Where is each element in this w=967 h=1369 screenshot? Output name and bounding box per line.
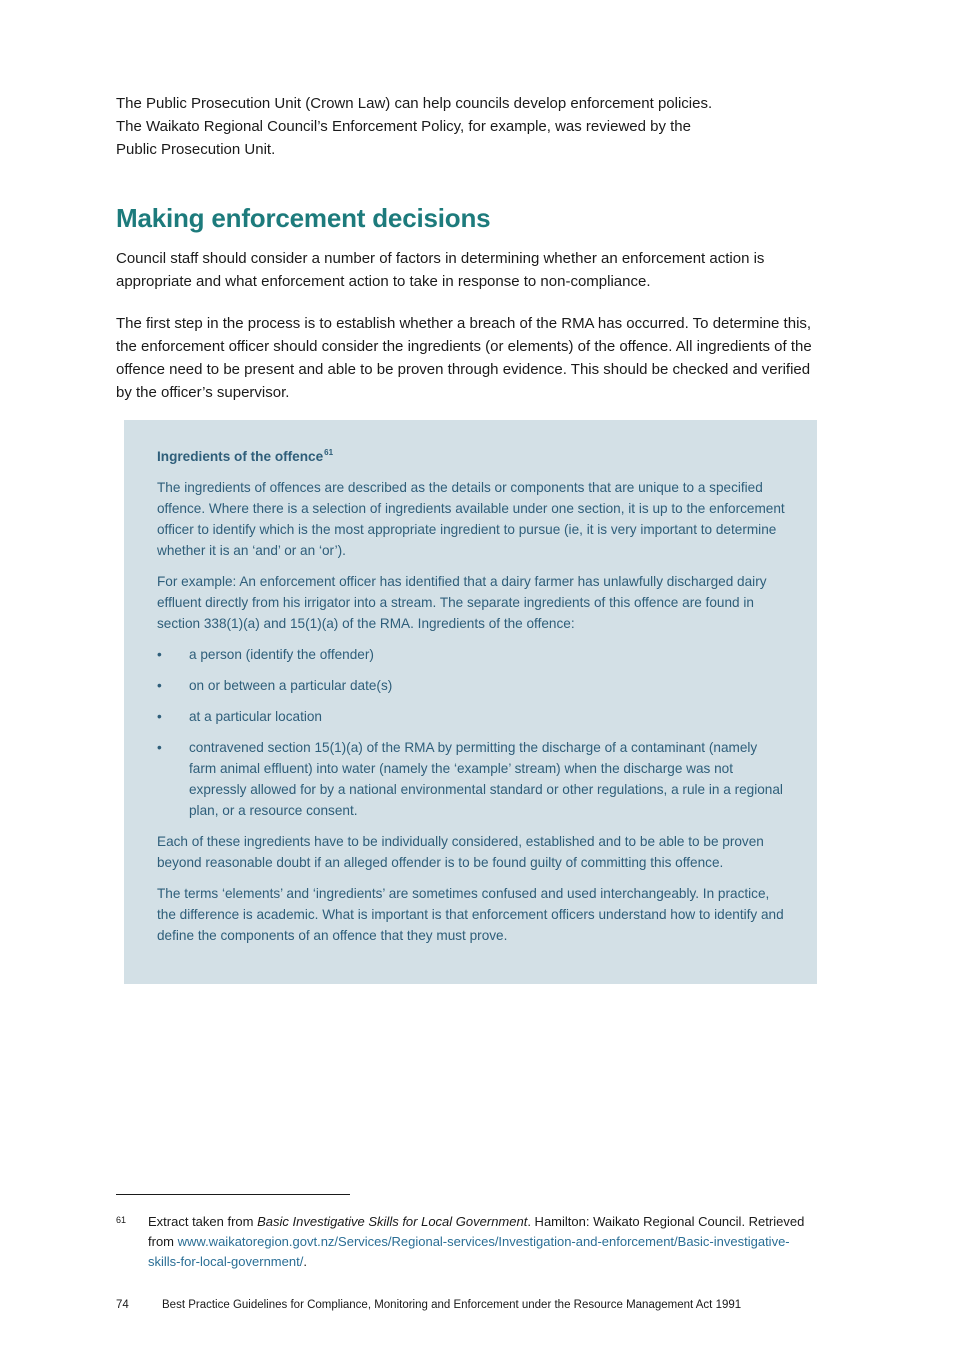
list-item: • a person (identify the offender) (157, 644, 787, 665)
ingredients-callout-box (124, 420, 817, 984)
footnote-mid: . Hamilton: Waikato Regional Council. Retrieved from (148, 1214, 805, 1249)
section-heading: Making enforcement decisions (116, 203, 491, 233)
callout-paragraph-4: The terms ‘elements’ and ‘ingredients’ are sometimes confused and used interchangeably. In practice, the difference is academic. What is important is that enforcement officers understand how to identify and define the components of an offence that they must prove. (157, 886, 784, 943)
footnote-link[interactable]: www.waikatoregion.govt.nz/Services/Regional-services/Investigation-and-enforcement/Basic-investigative-skills-for-local-government/ (148, 1234, 790, 1269)
footnote-text (148, 1212, 816, 1272)
callout-paragraph-3: Each of these ingredients have to be individually considered, established and to be able to be proven beyond reasonable doubt if an alleged offender is to be found guilty of committing this offence. (157, 834, 764, 870)
footnote-reference[interactable]: 61 (324, 448, 334, 457)
list-item: • contravened section 15(1)(a) of the RMA by permitting the discharge of a contaminant (namely farm animal effluent) into water (namely the ‘example’ stream) when the discharge was not expressly allowed for by a national environmental standard or other regulations, a rule in a regional plan, or a resource consent. (157, 737, 787, 821)
intro-line: Public Prosecution Unit. (116, 141, 276, 158)
main-content (116, 92, 816, 404)
ingredients-list (157, 644, 787, 821)
footnote-divider (116, 1194, 350, 1195)
list-item: • at a particular location (157, 706, 787, 727)
footnote-end: . (303, 1254, 307, 1269)
page-number: 74 (116, 1299, 129, 1311)
callout-title (157, 442, 787, 467)
footer-title: Best Practice Guidelines for Compliance, Monitoring and Enforcement under the Resource Management Act 1991 (162, 1299, 742, 1311)
footnote (116, 1212, 816, 1272)
intro-line: The Waikato Regional Council’s Enforcement Policy, for example, was reviewed by the (116, 118, 691, 135)
section-paragraph-1: Council staff should consider a number of factors in determining whether an enforcement action is appropriate and what enforcement action to take in response to non-compliance. (116, 250, 765, 290)
intro-line: The Public Prosecution Unit (Crown Law) can help councils develop enforcement policies. (116, 95, 713, 112)
footnote-source-title: Basic Investigative Skills for Local Government (257, 1214, 528, 1229)
footnote-prefix: Extract taken from (148, 1214, 258, 1229)
list-item: • on or between a particular date(s) (157, 675, 787, 696)
footnote-number: 61 (116, 1215, 127, 1225)
section-paragraph-2: The first step in the process is to establish whether a breach of the RMA has occurred. To determine this, the enforcement officer should consider the ingredients (or elements) of the offence. All ingredients of the offence need to be present and able to be proven through evidence. This should be checked and verified by the officer’s supervisor. (116, 315, 812, 401)
intro-paragraph (116, 92, 816, 161)
callout-title-text: Ingredients of the offence (157, 449, 324, 464)
callout-paragraph-1: The ingredients of offences are described as the details or components that are unique to a specified offence. Where there is a selection of ingredients available under one section, it is up to the enforcement officer to identify which is the most appropriate ingredient to pursue (ie, it is very important to determine whether it is an ‘and’ or an ‘or’). (157, 480, 785, 558)
callout-paragraph-2: For example: An enforcement officer has identified that a dairy farmer has unlawfully discharged dairy effluent directly from his irrigator into a stream. The separate ingredients of this offence are found in section 338(1)(a) and 15(1)(a) of the RMA. Ingredients of the offence: (157, 574, 767, 631)
page-footer (116, 1296, 876, 1314)
